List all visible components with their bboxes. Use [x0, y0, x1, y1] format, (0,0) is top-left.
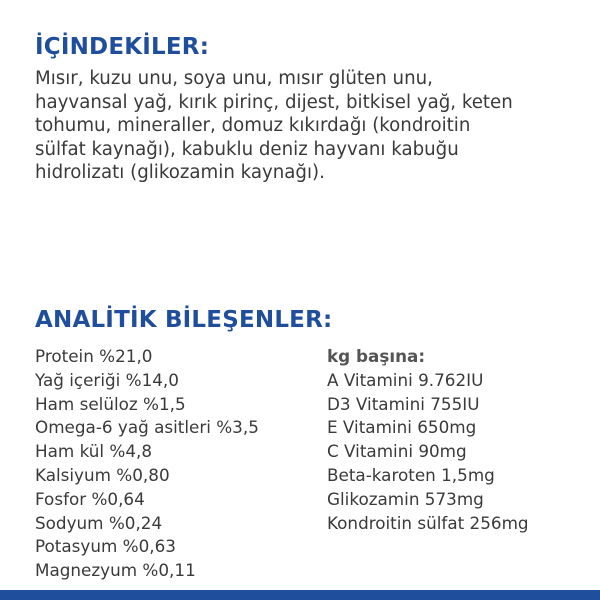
- analytic-item: Sodyum %0,24: [35, 512, 163, 533]
- ingredients-heading: İÇİNDEKİLER:: [35, 34, 210, 60]
- analytic-item: Fosfor %0,64: [35, 488, 145, 509]
- analytic-item: Kalsiyum %0,80: [35, 464, 170, 485]
- analytics-left-list: [35, 345, 259, 583]
- ingredients-line: sülfat kaynağı), kabuklu deniz hayvanı kabuğu: [35, 138, 459, 160]
- ingredients-text: [35, 67, 575, 185]
- ingredients-line: hidrolizatı (glikozamin kaynağı).: [35, 162, 325, 183]
- vitamin-item: E Vitamini 650mg: [327, 417, 477, 438]
- vitamin-item: Kondroitin sülfat 256mg: [327, 512, 529, 533]
- per-kg-subheading: kg başına:: [327, 346, 426, 366]
- vitamin-item: C Vitamini 90mg: [327, 441, 467, 462]
- analytics-right-list: [327, 345, 529, 535]
- analytic-item: Ham selüloz %1,5: [35, 393, 186, 414]
- vitamin-item: D3 Vitamini 755IU: [327, 393, 480, 414]
- analytics-heading: ANALİTİK BİLEŞENLER:: [35, 307, 333, 333]
- analytic-item: Ham kül %4,8: [35, 441, 153, 462]
- vitamin-item: Glikozamin 573mg: [327, 488, 484, 509]
- analytic-item: Magnezyum %0,11: [35, 560, 196, 581]
- ingredients-line: Mısır, kuzu unu, soya unu, mısır glüten unu,: [35, 68, 433, 89]
- analytic-item: Omega-6 yağ asitleri %3,5: [35, 417, 259, 438]
- footer-bar: [0, 590, 600, 600]
- ingredients-line: tohumu, mineraller, domuz kıkırdağı (kondroitin: [35, 115, 471, 136]
- vitamin-item: Beta-karoten 1,5mg: [327, 464, 495, 485]
- ingredients-line: hayvansal yağ, kırık pirinç, dijest, bitkisel yağ, keten: [35, 91, 513, 113]
- vitamin-item: A Vitamini 9.762IU: [327, 369, 484, 390]
- analytic-item: Yağ içeriği %14,0: [35, 369, 179, 390]
- analytic-item: Potasyum %0,63: [35, 536, 176, 557]
- analytic-item: Protein %21,0: [35, 346, 153, 366]
